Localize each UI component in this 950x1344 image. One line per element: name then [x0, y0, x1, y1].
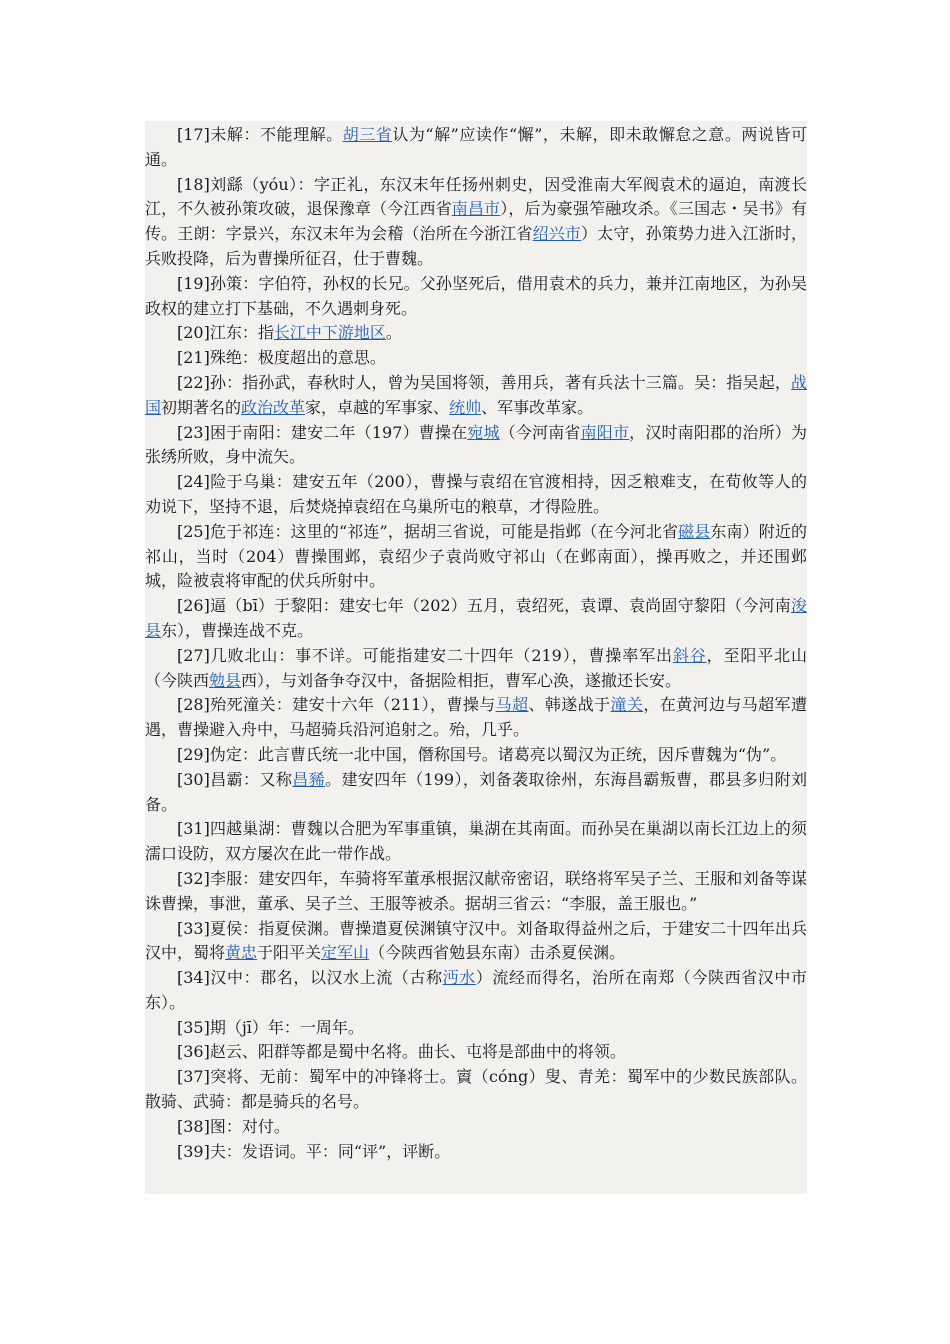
note-paragraph	[145, 917, 807, 967]
note-text: [24]险于乌巢：建安五年（200），曹操与袁绍在官渡相持，因乏粮难支，在荀攸等人的劝说下，坚持不退，后焚烧掉袁绍在乌巢所屯的粮草，才得险胜。	[145, 472, 807, 516]
note-paragraph	[145, 421, 807, 471]
note-link[interactable]: 绍兴市	[532, 224, 582, 244]
note-text: [38]图：对付。	[177, 1116, 290, 1136]
note-paragraph	[145, 594, 807, 644]
note-link[interactable]: 定军山	[321, 943, 370, 963]
note-link[interactable]: 统帅	[449, 397, 482, 417]
note-text: [37]突将、无前：蜀军中的冲锋将士。賨（cóng）叟、青羌：蜀军中的少数民族部队。散骑、武骑：都是骑兵的名号。	[145, 1067, 807, 1112]
note-paragraph	[145, 768, 807, 818]
note-text: [34]汉中：郡名，以汉水上流（古称	[177, 968, 443, 988]
note-text: [28]殆死潼关：建安十六年（211），曹操与	[177, 695, 496, 715]
note-link[interactable]: 昌豨	[292, 769, 326, 789]
note-text: [25]危于祁连：这里的“祁连”，据胡三省说，可能是指邺（在今河北省	[177, 521, 679, 541]
note-text: [29]伪定：此言曹氏统一北中国，僭称国号。诸葛亮以蜀汉为正统，因斥曹魏为“伪”。	[177, 744, 787, 764]
note-paragraph	[145, 1040, 807, 1065]
note-text: 认为“解”应读作“懈”，未解，即未敢懈怠之意。两说皆可通。	[145, 125, 807, 169]
note-text: ）太守，孙策势力进入江浙时，兵败投降，后为曹操所征召，仕于曹魏。	[145, 224, 807, 268]
note-paragraph	[145, 1016, 807, 1041]
note-link[interactable]: 勉县	[209, 670, 242, 690]
note-paragraph	[145, 346, 807, 371]
note-text: （今陕西省勉县东南）击杀夏侯渊。	[369, 943, 626, 963]
note-text: 家，卓越的军事家、	[305, 397, 450, 417]
note-link[interactable]: 南昌市	[451, 199, 501, 219]
note-text: ，在黄河边与马超军遭遇，曹操避入舟中，马超骑兵沿河追射之。殆，几乎。	[145, 695, 807, 740]
note-text: [32]李服：建安四年，车骑将军董承根据汉献帝密诏，联络将军吴子兰、王服和刘备等谋诛曹操，事泄，董承、吴子兰、王服等被杀。据胡三省云：“李服，盖王服也。”	[145, 868, 807, 913]
note-text: 。建安四年（199），刘备袭取徐州，东海昌霸叛曹，郡县多归附刘备。	[145, 769, 807, 814]
note-link[interactable]: 胡三省	[342, 125, 393, 144]
note-paragraph	[145, 1065, 807, 1115]
note-text: 于阳平关	[257, 943, 322, 963]
note-text: [30]昌霸：又称	[177, 769, 293, 789]
note-text: 、军事改革家。	[481, 397, 594, 417]
note-text: [35]期（jī）年：一周年。	[177, 1017, 364, 1037]
note-paragraph	[145, 123, 807, 173]
note-link[interactable]: 政治改革	[241, 397, 306, 417]
note-paragraph	[145, 867, 807, 917]
note-text: [20]江东：指	[177, 323, 274, 343]
note-text: [17]未解：不能理解。	[177, 125, 343, 144]
note-link[interactable]: 南阳市	[580, 422, 630, 442]
note-text: [21]殊绝：极度超出的意思。	[177, 348, 386, 368]
note-link[interactable]: 黄忠	[225, 943, 258, 963]
note-paragraph	[145, 371, 807, 421]
note-text: [27]几败北山：事不详。可能指建安二十四年（219），曹操率军出	[177, 645, 673, 665]
note-text: ，至阳平北山（今陕西	[145, 645, 807, 690]
note-link[interactable]: 沔水	[442, 968, 476, 988]
note-text: [26]逼（bī）于黎阳：建安七年（202）五月，袁绍死，袁谭、袁尚固守黎阳（今河南	[177, 596, 791, 616]
note-paragraph	[145, 321, 807, 346]
note-text: [36]赵云、阳群等都是蜀中名将。曲长、屯将是部曲中的将领。	[177, 1042, 626, 1062]
note-paragraph	[145, 173, 807, 272]
note-text: [31]四越巢湖：曹魏以合肥为军事重镇，巢湖在其南面。而孙吴在巢湖以南长江边上的须濡口设防，双方屡次在此一带作战。	[145, 819, 807, 864]
note-link[interactable]: 马超	[495, 695, 529, 715]
note-paragraph	[145, 966, 807, 1016]
note-paragraph	[145, 470, 807, 520]
annotation-notes	[145, 123, 807, 1164]
note-text: ）流经而得名，治所在南郑（今陕西省汉中市东）。	[145, 968, 807, 1012]
note-text: 、韩遂战于	[528, 695, 611, 715]
note-text: 西），与刘备争夺汉中，备据险相拒，曹军心涣，遂撤还长安。	[241, 670, 682, 690]
note-text: [23]困于南阳：建安二年（197）曹操在	[177, 422, 468, 442]
note-text: （今河南省	[499, 422, 581, 442]
note-text: ），后为豪强笮融攻杀。《三国志・吴书》有传。王朗：字景兴，东汉末年为会稽（治所在今浙江省	[145, 199, 807, 244]
note-text: [18]刘繇（yóu）：字正礼，东汉末年任扬州刺史，因受淮南大军阀袁术的逼迫，南渡长江，不久被孙策攻破，退保豫章（今江西省	[145, 174, 807, 219]
note-paragraph	[145, 520, 807, 594]
note-link[interactable]: 宛城	[467, 422, 500, 442]
note-paragraph	[145, 1115, 807, 1140]
note-paragraph	[145, 1140, 807, 1165]
note-paragraph	[145, 272, 807, 322]
note-link[interactable]: 战国	[145, 372, 807, 417]
note-paragraph	[145, 693, 807, 743]
note-text: [33]夏侯：指夏侯渊。曹操遣夏侯渊镇守汉中。刘备取得益州之后，于建安二十四年出兵汉中，蜀将	[145, 918, 807, 963]
note-paragraph	[145, 743, 807, 768]
note-link[interactable]: 浚县	[145, 596, 807, 640]
note-text: 初期著名的	[161, 397, 242, 417]
note-link[interactable]: 磁县	[678, 521, 711, 541]
note-text: ，汉时南阳郡的治所）为张绣所败，身中流矢。	[145, 422, 807, 467]
note-text: [19]孙策：字伯符，孙权的长兄。父孙坚死后，借用袁术的兵力，兼并江南地区，为孙吴政权的建立打下基础，不久遇刺身死。	[145, 273, 807, 318]
note-paragraph	[145, 817, 807, 867]
note-text: [39]夫：发语词。平：同“评”，评断。	[177, 1141, 451, 1161]
note-link[interactable]: 潼关	[610, 695, 644, 715]
note-text: 东南）附近的祁山，当时（204）曹操围邺，袁绍少子袁尚败守祁山（在邺南面），操再败之，并还围邺城，险被袁将审配的伏兵所射中。	[145, 521, 807, 591]
note-text: 。	[385, 323, 402, 343]
note-paragraph	[145, 644, 807, 694]
note-text: [22]孙：指孙武，春秋时人，曾为吴国将领，善用兵，著有兵法十三篇。吴：指吴起，	[177, 372, 791, 392]
note-link[interactable]: 长江中下游地区	[273, 323, 386, 343]
note-link[interactable]: 斜谷	[672, 645, 707, 665]
note-text: 东），曹操连战不克。	[161, 620, 314, 640]
